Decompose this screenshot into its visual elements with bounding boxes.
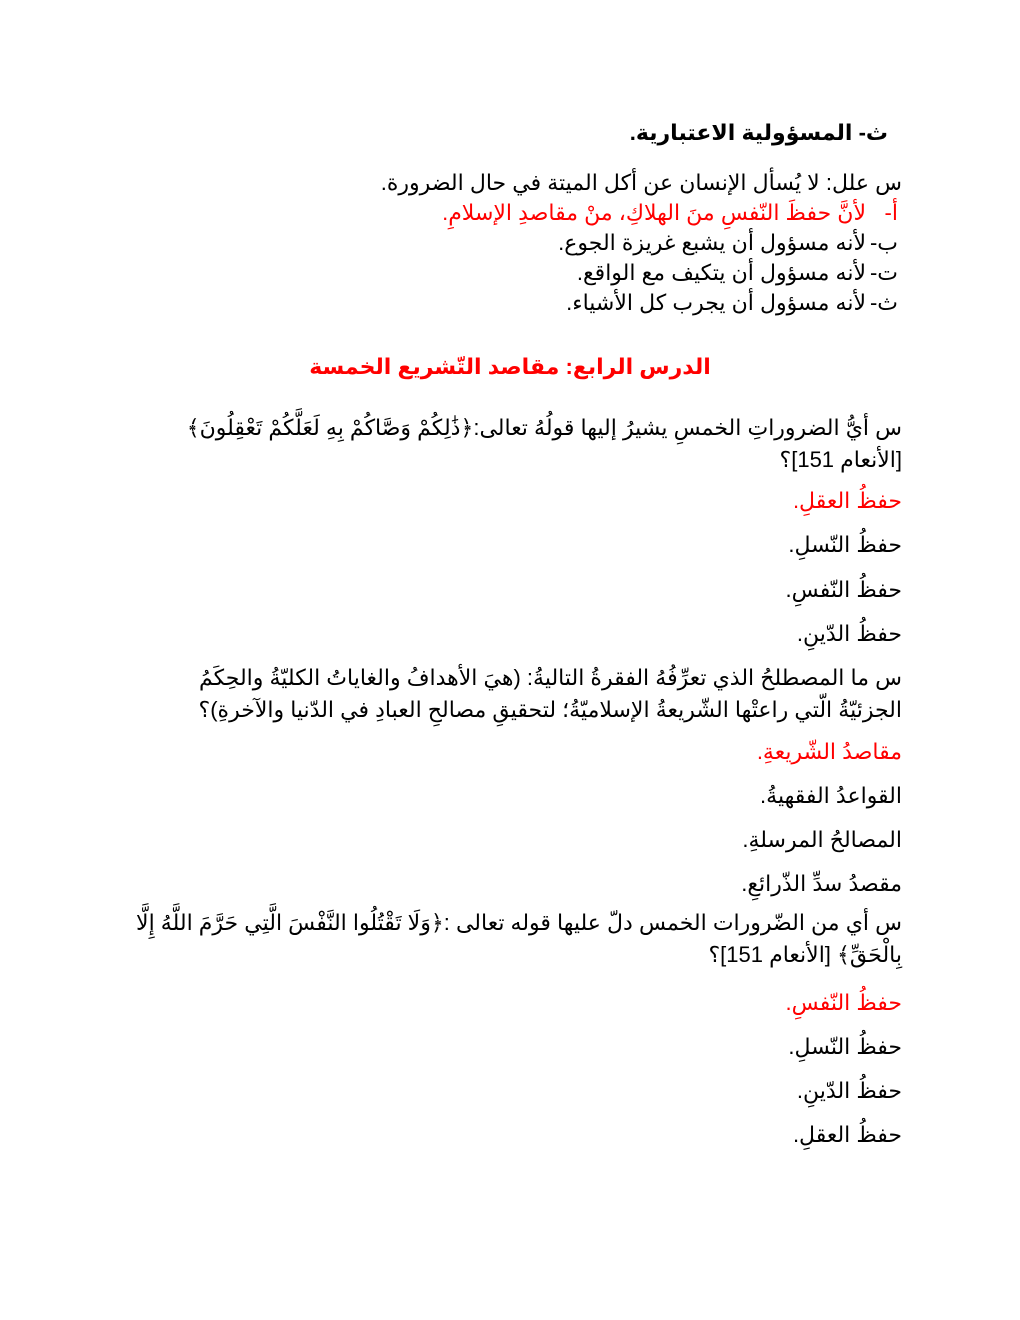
option-text: لأنه مسؤول أن يتكيف مع الواقع.	[576, 260, 866, 285]
answer-correct: حفظُ العقلِ.	[792, 488, 902, 513]
lesson-title: الدرس الرابع: مقاصد التّشريع الخمسة	[309, 354, 711, 379]
answer-correct: مقاصدُ الشّريعةِ.	[756, 739, 902, 764]
option-b	[558, 228, 898, 258]
answer: حفظُ الدّينِ.	[796, 1078, 902, 1103]
option-text: لأنه مسؤول أن يشبع غريزة الجوع.	[558, 230, 866, 255]
option-label: أ-	[884, 200, 898, 225]
option-text: لأنه مسؤول أن يجرب كل الأشياء.	[566, 290, 866, 315]
question-3-text: س ما المصطلحُ الذي تعرِّفُهُ الفقرةُ التاليةُ: (هيَ الأهدافُ والغاياتُ الكليّةُ والحِكَمُ الجزئيّةُ الّتي راعتْها الشّريعةُ الإسلاميّةُ؛ لتحقيقِ مصالحِ العبادِ في الدّنيا والآخرةِ)؟	[198, 665, 902, 722]
option-label: ت-	[869, 260, 898, 285]
answer: حفظُ العقلِ.	[792, 1122, 902, 1147]
option-text: لأنَّ حفظَ النّفسِ منَ الهلاكِ، منْ مقاصدِ الإسلامِ.	[442, 200, 866, 225]
question-1-text: س علل: لا يُسأل الإنسان عن أكل الميتة في حال الضرورة.	[380, 170, 902, 195]
answer: حفظُ النّفسِ.	[785, 577, 902, 602]
option-label: ث-	[869, 290, 898, 315]
option-a	[442, 198, 898, 228]
answer: القواعدُ الفقهيةُ.	[760, 783, 902, 808]
answer-correct: حفظُ النّفسِ.	[785, 990, 902, 1015]
question-4-text: س أي من الضّرورات الخمس دلّ عليها قوله تعالى :﴿وَلَا تَقْتُلُوا النَّفْسَ الَّتِي حَرَّمَ اللَّهُ إِلَّا بِالْحَقِّ﴾ [الأنعام 151]؟	[136, 910, 902, 967]
option-label: ب-	[869, 230, 898, 255]
question-2-text: س أيُّ الضروراتِ الخمسِ يشيرُ إليها قولُهُ تعالى:﴿ذَٰلِكُمْ وَصَّاكُمْ بِهِ لَعَلَّكُمْ تَعْقِلُونَ﴾ [الأنعام 151]؟	[186, 415, 902, 472]
answer: حفظُ النّسلِ.	[788, 532, 902, 557]
option-t	[577, 258, 898, 288]
answer: مقصدُ سدِّ الذّرائعِ.	[741, 871, 902, 896]
answer: المصالحُ المرسلةِ.	[742, 827, 902, 852]
section-heading: ث- المسؤولية الاعتبارية.	[629, 120, 888, 145]
answer: حفظُ الدّينِ.	[796, 621, 902, 646]
option-th	[566, 288, 898, 318]
answer: حفظُ النّسلِ.	[788, 1034, 902, 1059]
